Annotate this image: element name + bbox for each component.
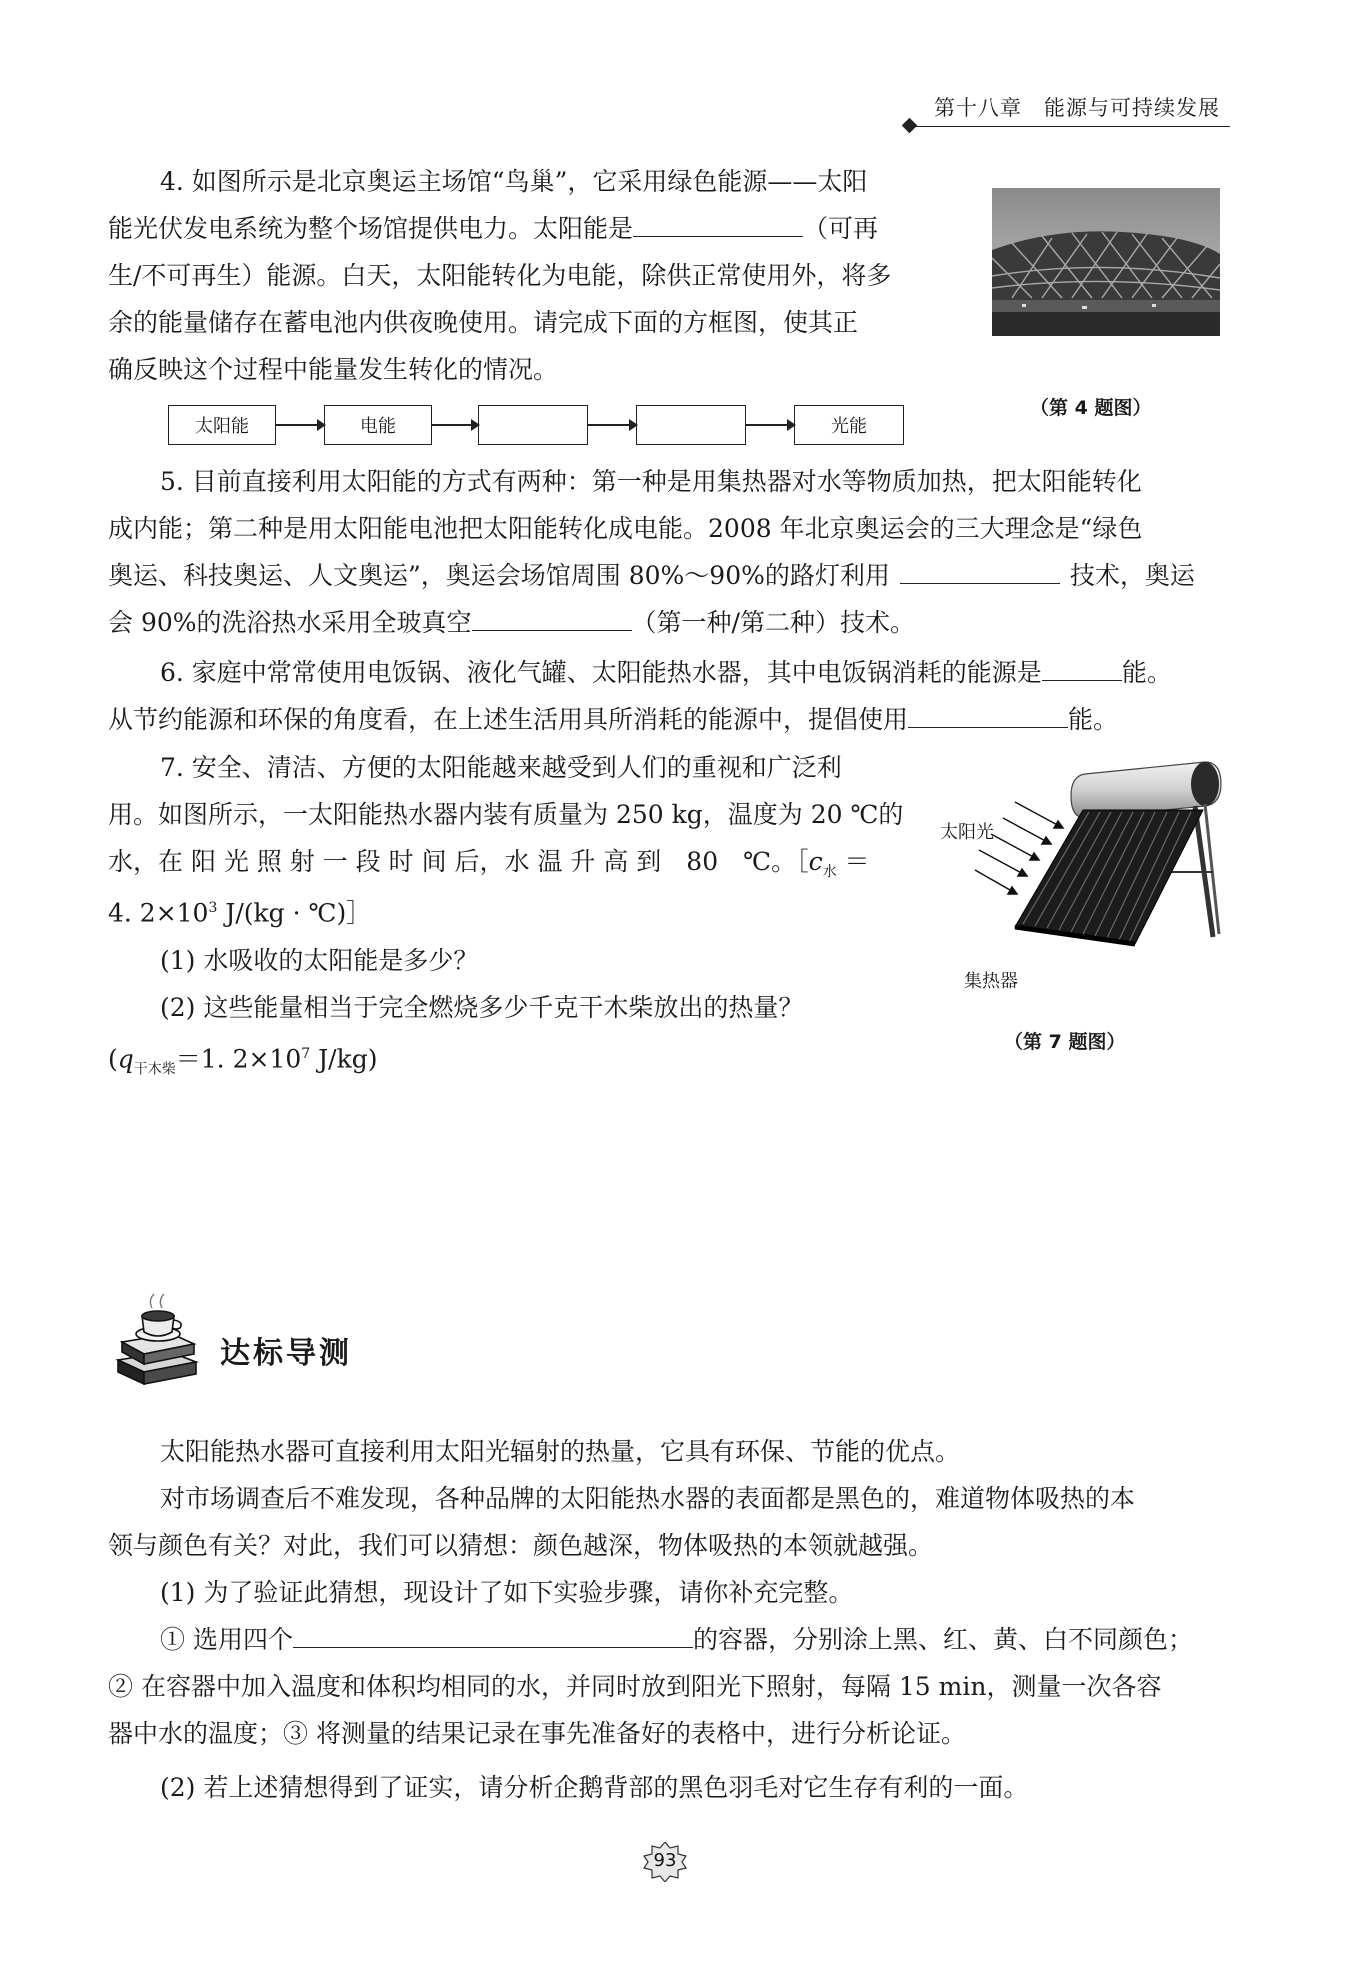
arrow-right-icon	[588, 424, 636, 426]
section-title: 达标导测	[220, 1336, 352, 1371]
q4-line5	[108, 346, 978, 393]
q5-text-4b: （第一种/第二种）技术。	[631, 608, 915, 637]
section-text-1: 太阳能热水器可直接利用太阳光辐射的热量，它具有环保、节能的优点。	[160, 1437, 961, 1466]
q7-q-value-a: ＝1. 2×10	[175, 1044, 302, 1074]
section-p1	[160, 1428, 1220, 1475]
q7-subquestion-1: (1) 水吸收的太阳能是多少？	[160, 946, 479, 975]
c-subscript: 水	[822, 864, 837, 880]
q4-text-2b: （可再	[803, 214, 879, 243]
q7-figure-caption: （第 7 题图）	[1004, 1031, 1126, 1053]
q7-exp-7: 7	[301, 1046, 311, 1062]
q4-line4	[108, 299, 978, 346]
q5-line3	[108, 552, 1225, 599]
q-subscript: 干木柴	[133, 1061, 176, 1078]
section-text-4a: ① 选用四个	[160, 1625, 293, 1654]
section-text-2b: 领与颜色有关？对此，我们可以猜想：颜色越深，物体吸热的本领就越强。	[108, 1531, 934, 1560]
section-blank-1[interactable]	[293, 1626, 693, 1648]
q5-blank-1[interactable]	[900, 562, 1060, 584]
page-number-badge	[640, 1842, 690, 1882]
solar-water-heater-illustration	[955, 752, 1230, 952]
q6-line1	[160, 649, 1230, 696]
q7-sub1	[160, 937, 920, 984]
q6-text-1a: 6. 家庭中常常使用电饭锅、液化气罐、太阳能热水器，其中电饭锅消耗的能源是	[160, 658, 1042, 687]
energy-flow-diagram	[168, 405, 908, 445]
q-symbol: q	[117, 1044, 134, 1074]
q7-line4	[108, 885, 920, 936]
q4-text-4: 余的能量储存在蓄电池内供夜晚使用。请完成下面的方框图，使其正	[108, 308, 859, 337]
section-p2a	[160, 1475, 1225, 1522]
q5-text-3b: 技术，奥运	[1069, 561, 1195, 590]
collector-label: 集热器	[964, 971, 1018, 992]
q5-text-3a: 奥运、科技奥运、人文奥运”，奥运会场馆周围 80%～90%的路灯利用	[108, 561, 890, 590]
page-number: 93	[653, 1850, 677, 1871]
birds-nest-stadium-photo	[992, 188, 1220, 336]
header-rule	[910, 126, 1230, 127]
flow-box-5: 光能	[794, 405, 904, 445]
q7-text-4b: J/(kg · ℃)］	[217, 898, 372, 928]
section-text-6: 器中水的温度；③ 将测量的结果记录在事先准备好的表格中，进行分析论证。	[108, 1719, 966, 1748]
q4-text-3: 生/不可再生）能源。白天，太阳能转化为电能，除供正常使用外，将多	[108, 261, 892, 290]
chapter-header	[910, 92, 1230, 122]
q7-line-q: ($q_{干木柴}=1$. $2\times 10^7$ J/kg)	[108, 1044, 378, 1078]
q4-text-5: 确反映这个过程中能量发生转化的情况。	[108, 355, 559, 384]
q4-text-1: 4. 如图所示是北京奥运主场馆“鸟巢”，它采用绿色能源——太阳	[160, 167, 868, 196]
section-p4	[160, 1616, 1225, 1663]
q4-text-2a: 能光伏发电系统为整个场馆提供电力。太阳能是	[108, 214, 634, 243]
c-symbol: c	[808, 847, 823, 876]
section-p3	[160, 1569, 1220, 1616]
q7-sub2	[160, 984, 920, 1031]
section-p5	[108, 1663, 1225, 1710]
q4-line3	[108, 252, 978, 299]
diamond-icon	[902, 118, 918, 134]
q7-text-3a: 水，在 阳 光 照 射 一 段 时 间 后，水 温 升 高 到 80 ℃。［	[108, 847, 809, 876]
flow-box-4-blank[interactable]	[636, 405, 746, 445]
q6-text-2b: 能。	[1068, 705, 1119, 734]
q7-text-1: 7. 安全、清洁、方便的太阳能越来越受到人们的重视和广泛利	[160, 753, 842, 782]
q7-line1	[160, 744, 920, 791]
q5-text-4a: 会 90%的洗浴热水采用全玻真空	[108, 608, 472, 637]
section-p7	[160, 1764, 1225, 1811]
q7-text-3b: ＝	[836, 847, 870, 876]
section-text-7: (2) 若上述猜想得到了证实，请分析企鹅背部的黑色羽毛对它生存有利的一面。	[160, 1773, 1029, 1802]
q6-blank-1[interactable]	[1042, 659, 1122, 681]
q7-text-4a: 4. 2×10	[108, 898, 209, 928]
q5-line1	[160, 458, 1225, 505]
q5-text-1: 5. 目前直接利用太阳能的方式有两种：第一种是用集热器对水等物质加热，把太阳能转化	[160, 467, 1142, 496]
q5-line2	[108, 505, 1225, 552]
arrow-right-icon	[276, 424, 324, 426]
q4-line2	[108, 205, 978, 252]
q4-figure-caption: （第 4 题图）	[1030, 397, 1152, 419]
q4-line1	[160, 158, 980, 205]
flow-box-3-blank[interactable]	[478, 405, 588, 445]
section-text-4b: 的容器，分别涂上黑、红、黄、白不同颜色；	[692, 1625, 1193, 1654]
chapter-title: 第十八章 能源与可持续发展	[934, 96, 1220, 120]
q7-q-value-b: J/kg)	[310, 1044, 378, 1074]
q5-line4	[108, 599, 1225, 646]
q4-answer-blank[interactable]	[633, 215, 803, 237]
q7-line2	[108, 791, 920, 838]
section-p2b	[108, 1522, 1225, 1569]
arrow-right-icon	[746, 424, 794, 426]
arrow-right-icon	[432, 424, 478, 426]
section-text-2a: 对市场调查后不难发现，各种品牌的太阳能热水器的表面都是黑色的，难道物体吸热的本	[160, 1484, 1136, 1513]
q7-subquestion-2: (2) 这些能量相当于完全燃烧多少千克干木柴放出的热量？	[160, 993, 804, 1022]
section-text-5: ② 在容器中加入温度和体积均相同的水，并同时放到阳光下照射，每隔 15 min，测量一次各容	[108, 1672, 1162, 1701]
q7-text-2: 用。如图所示，一太阳能热水器内装有质量为 250 kg，温度为 20 ℃的	[108, 800, 904, 829]
q5-text-2: 成内能；第二种是用太阳能电池把太阳能转化成电能。2008 年北京奥运会的三大理念是“绿色	[108, 514, 1143, 543]
q5-blank-2[interactable]	[472, 609, 632, 631]
books-coffee-icon	[108, 1290, 200, 1390]
section-p6	[108, 1710, 1225, 1757]
section-text-3: (1) 为了验证此猜想，现设计了如下实验步骤，请你补充完整。	[160, 1578, 854, 1607]
q6-text-1b: 能。	[1121, 658, 1172, 687]
q7-exp-3: 3	[208, 900, 218, 916]
q6-blank-2[interactable]	[908, 706, 1068, 728]
flow-box-1: 太阳能	[168, 405, 276, 445]
flow-box-2: 电能	[324, 405, 432, 445]
q6-text-2a: 从节约能源和环保的角度看，在上述生活用具所消耗的能源中，提倡使用	[108, 705, 909, 734]
q6-line2	[108, 696, 1225, 743]
sunlight-label: 太阳光	[940, 822, 994, 843]
